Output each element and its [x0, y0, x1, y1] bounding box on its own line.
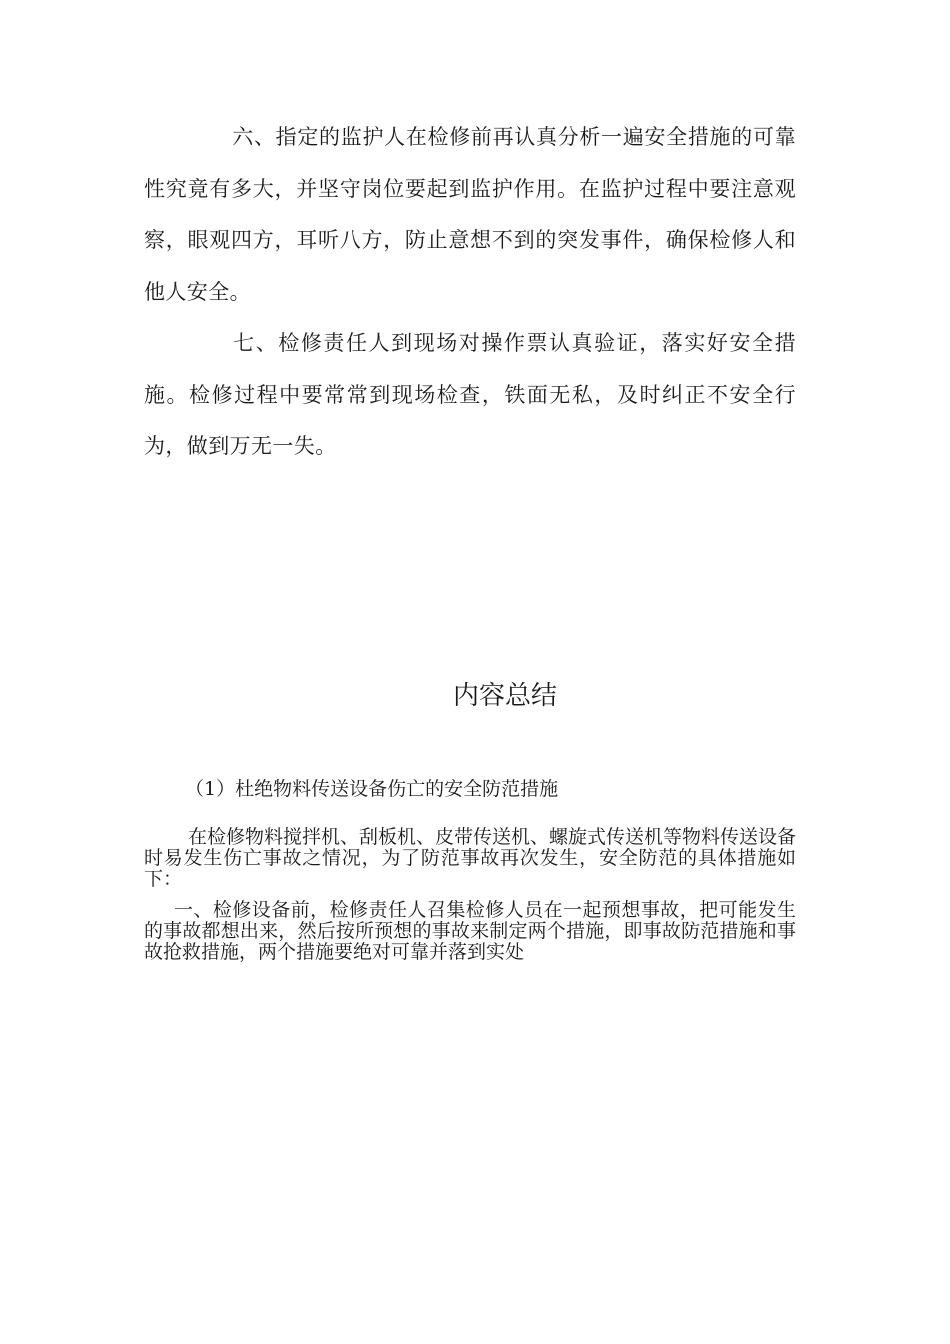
summary-title: 内容总结: [452, 681, 557, 711]
paragraph-seven: [144, 318, 796, 473]
paragraph-seven-text: 七、检修责任人到现场对操作票认真验证，落实好安全措施。检修过程中要常常到现场检查，铁面无私，及时纠正不安全行为，做到万无一失。: [144, 331, 796, 458]
paragraph-six: [144, 112, 796, 318]
summary-subheading: （1）杜绝物料传送设备伤亡的安全防范措施: [185, 778, 559, 800]
summary-item-one: 一、检修设备前，检修责任人召集检修人员在一起预想事故，把可能发生的事故都想出来，然后按所预想的事故来制定两个措施，即事故防范措施和事故抢救措施，两个措施要绝对可靠并落到实处: [144, 899, 796, 963]
summary-intro-paragraph: 在检修物料搅拌机、刮板机、皮带传送机、螺旋式传送机等物料传送设备时易发生伤亡事故之情况，为了防范事故再次发生，安全防范的具体措施如下：: [144, 826, 797, 890]
paragraph-six-text: 六、指定的监护人在检修前再认真分析一遍安全措施的可靠性究竟有多大，并坚守岗位要起到监护作用。在监护过程中要注意观察，眼观四方，耳听八方，防止意想不到的突发事件，确保检修人和他人安全。: [144, 125, 796, 304]
